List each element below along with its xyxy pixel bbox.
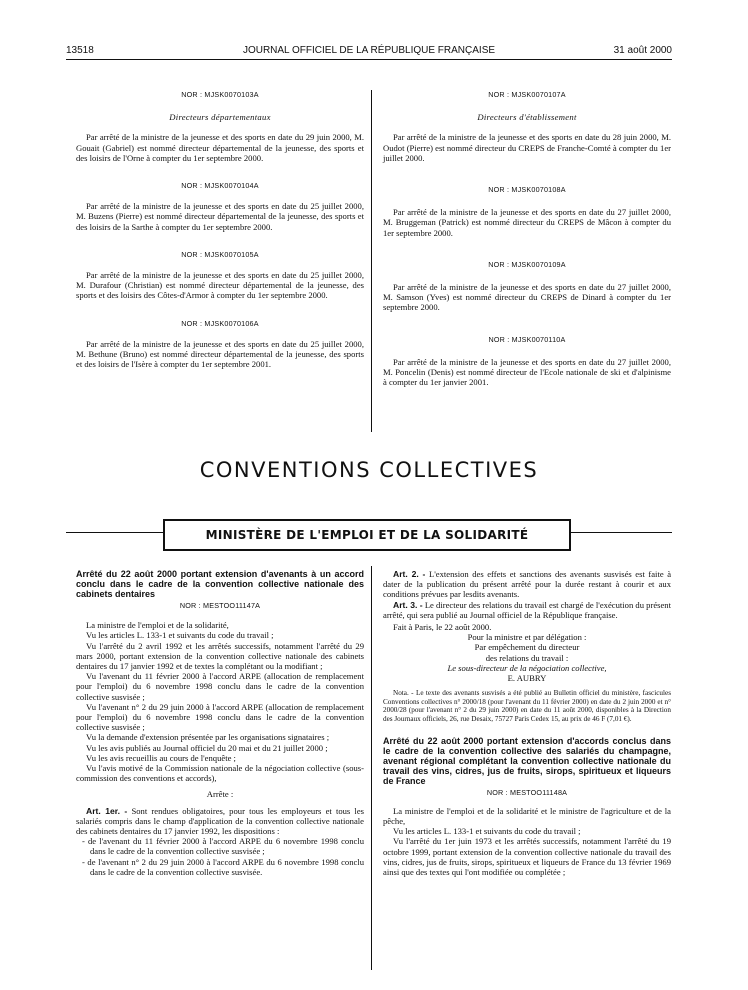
article-text: Le directeur des relations du travail est chargé de l'exécution du présent arrêté, qui sera publié au Journal officiel de la République française. [383,599,671,620]
bottom-left-column [76,569,364,877]
nor-code: NOR : MJSK0070105A [181,249,259,259]
top-right-column [383,90,671,387]
column-divider [371,90,372,432]
decree-paragraph: Par arrêté de la ministre de la jeunesse et des sports en date du 27 juillet 2000, M. Poncelin (Denis) est nommé directeur de l'Ecole nationale de ski et d'alpinisme à compter du 1er janvier 2001. [383,356,671,388]
arrete-line: Arrête : [206,789,234,800]
article-text: L'extension des effets et sanctions des avenants susvisés est faite à dater de la publication du présent arrêté pour la durée restant à courir et aux conditions prévues par lesdits avenants. [383,569,672,600]
nor-code: NOR : MJSK0070106A [181,318,259,328]
column-divider [371,566,372,970]
article-3 [383,600,671,620]
article-2 [383,569,671,600]
decree-paragraph: Par arrêté de la ministre de la jeunesse et des sports en date du 29 juin 2000, M. Gouait (Gabriel) est nommé directeur départemental de la jeunesse, des sports et des loisirs de l'Orne à compter du 1er septembre 2000. [76,132,364,163]
dash-item: - de l'avenant n° 2 du 29 juin 2000 à l'accord ARPE du 6 novembre 1998 conclu dans le cadre de la convention collective susvisée. [82,856,364,877]
dash-item: - de l'avenant du 11 février 2000 à l'accord ARPE du 6 novembre 1998 conclu dans le cadre de la convention collective susvisée ; [82,836,364,857]
nor-code: NOR : MJSK0070104A [181,181,259,191]
preamble-line: Vu l'avenant du 11 février 2000 à l'accord ARPE (allocation de remplacement pour l'emploi) du 6 novembre 1998 conclu dans le cadre de la convention collective susvisée ; [76,671,364,702]
decree-paragraph: Par arrêté de la ministre de la jeunesse et des sports en date du 25 juillet 2000, M. Durafour (Christian) est nommé directeur départemental de la jeunesse, des sports et des loisirs des Côtes-d'Armor à compter du 1er septembre 2000. [76,270,364,301]
page-number: 13518 [66,45,94,56]
nor-code: NOR : MJSK0070109A [488,259,566,269]
page-header [66,45,672,59]
signatory-name: E. AUBRY [507,673,547,684]
nor-code: NOR : MJSK0070108A [488,185,566,195]
preamble-line: Vu les avis recueillis au cours de l'enquête ; [86,752,236,763]
preamble-line: Vu l'avis motivé de la Commission nationale de la négociation collective (sous-commission des conventions et accords), [76,763,364,784]
preamble-line: Vu l'arrêté du 2 avril 1992 et les arrêtés successifs, notamment l'arrêté du 29 mars 2000, portant extension de la convention collective nationale des cabinets dentaires du 17 janvier 1992 et de textes la complétant ou la modifiant ; [76,640,364,672]
preamble-line: Vu les articles L. 133-1 et suivants du code du travail ; [86,630,274,641]
ministry-box: MINISTÈRE DE L'EMPLOI ET DE LA SOLIDARITÉ [163,519,571,551]
decree-paragraph: Par arrêté de la ministre de la jeunesse et des sports en date du 25 juillet 2000, M. Buzens (Pierre) est nommé directeur départemental de la jeunesse, des sports et des loisirs de la Sarthe à compter du 1er septembre 2000. [76,201,364,232]
nor-code: NOR : MESTOO11147A [179,601,261,610]
signature-line: Le sous-directeur de la négociation collective, [447,662,607,673]
nor-code: NOR : MJSK0070110A [488,334,566,344]
decree-paragraph: Par arrêté de la ministre de la jeunesse et des sports en date du 28 juin 2000, M. Oudot (Pierre) est nommé directeur du CREPS de Franche-Comté à compter du 1er juillet 2000. [383,132,671,163]
signature-line: Pour la ministre et par délégation : [467,632,587,643]
article-label: Art. 2. - [393,569,426,579]
header-rule [66,59,672,60]
preamble-line: Vu l'avenant n° 2 du 29 juin 2000 à l'accord ARPE (allocation de remplacement pour l'emploi) du 6 novembre 1998 conclu dans le cadre de la convention collective susvisée ; [76,701,364,733]
decree-paragraph: Par arrêté de la ministre de la jeunesse et des sports en date du 27 juillet 2000, M. Bruggeman (Patrick) est nommé directeur du CREPS de Mâcon à compter du 1er septembre 2000. [383,207,671,238]
preamble-line: La ministre de l'emploi et de la solidarité, [86,620,229,631]
nor-code: NOR : MJSK0070107A [488,90,566,99]
preamble-line: Vu la demande d'extension présentée par les organisations signataires ; [86,732,330,743]
signature-line: Par empêchement du directeur [474,642,580,653]
bottom-right-column [383,569,671,877]
nota-paragraph: Nota. - Le texte des avenants susvisés a été publié au Bulletin officiel du ministère, fascicules Conventions collectives n° 2000/18 (pour l'avenant du 11 février 2000) en date du 2 juin 2000 et n° 2000/28 (pour l'avenant n° 2 du 29 juin 2000) en date du 11 août 2000, disponibles à la Direction des Journaux officiels, 26, rue Desaix, 75727 Paris Cedex 15, au prix de 46 F (7,01 €). [383,689,671,724]
preamble-line: La ministre de l'emploi et de la solidarité et le ministre de l'agriculture et de la pêche, [383,805,671,827]
subheading: Directeurs départementaux [169,112,271,123]
signature-line: des relations du travail : [485,652,569,663]
arrete-title: Arrêté du 22 août 2000 portant extension d'avenants à un accord conclu dans le cadre de la convention collective nationale des cabinets dentaires [76,569,364,599]
preamble-line: Vu les articles L. 133-1 et suivants du code du travail ; [393,826,581,837]
decree-paragraph: Par arrêté de la ministre de la jeunesse et des sports en date du 27 juillet 2000, M. Samson (Yves) est nommé directeur du CREPS de Dinard à compter du 1er septembre 2000. [383,282,671,313]
subheading: Directeurs d'établissement [477,112,577,123]
article-label: Art. 1er. - [86,805,128,816]
nor-code: NOR : MESTOO11148A [486,787,568,797]
nor-code: NOR : MJSK0070103A [181,90,259,99]
arrete-title: Arrêté du 22 août 2000 portant extension d'accords conclus dans le cadre de la convention collective des salariés du champagne, avenant régional complétant la convention collective nationale du travail des vins, cidres, jus de fruits, sirops, spiritueux et liqueurs de France [383,735,671,786]
preamble-line: Vu les avis publiés au Journal officiel du 20 mai et du 21 juillet 2000 ; [86,742,328,753]
top-left-column [76,90,364,369]
decree-paragraph: Par arrêté de la ministre de la jeunesse et des sports en date du 25 juillet 2000, M. Bethune (Bruno) est nommé directeur départemental de la jeunesse, des sports et des loisirs de l'Isère à compter du 1er septembre 2001. [76,338,364,370]
issue-date: 31 août 2000 [613,45,672,56]
article-1 [76,806,364,837]
preamble-line: Vu l'arrêté du 1er juin 1973 et les arrêtés successifs, notamment l'arrêté du 19 octobre 1999, portant extension de la convention collective nationale du travail des vins, cidres, jus de fruits, sirops, spiritueux et liqueurs de France du 13 février 1969 ainsi que des textes qui l'ont modifiée ou complétée ; [383,836,671,878]
done-line: Fait à Paris, le 22 août 2000. [393,622,492,633]
article-label: Art. 3. - [393,599,423,610]
article-text: Sont rendues obligatoires, pour tous les employeurs et tous les salariés compris dans le champ d'application de la convention collective nationale des cabinets dentaires du 17 janvier 1992, les dispositions : [76,805,364,837]
section-title: CONVENTIONS COLLECTIVES [199,458,539,482]
journal-title: JOURNAL OFFICIEL DE LA RÉPUBLIQUE FRANÇAISE [242,45,496,56]
